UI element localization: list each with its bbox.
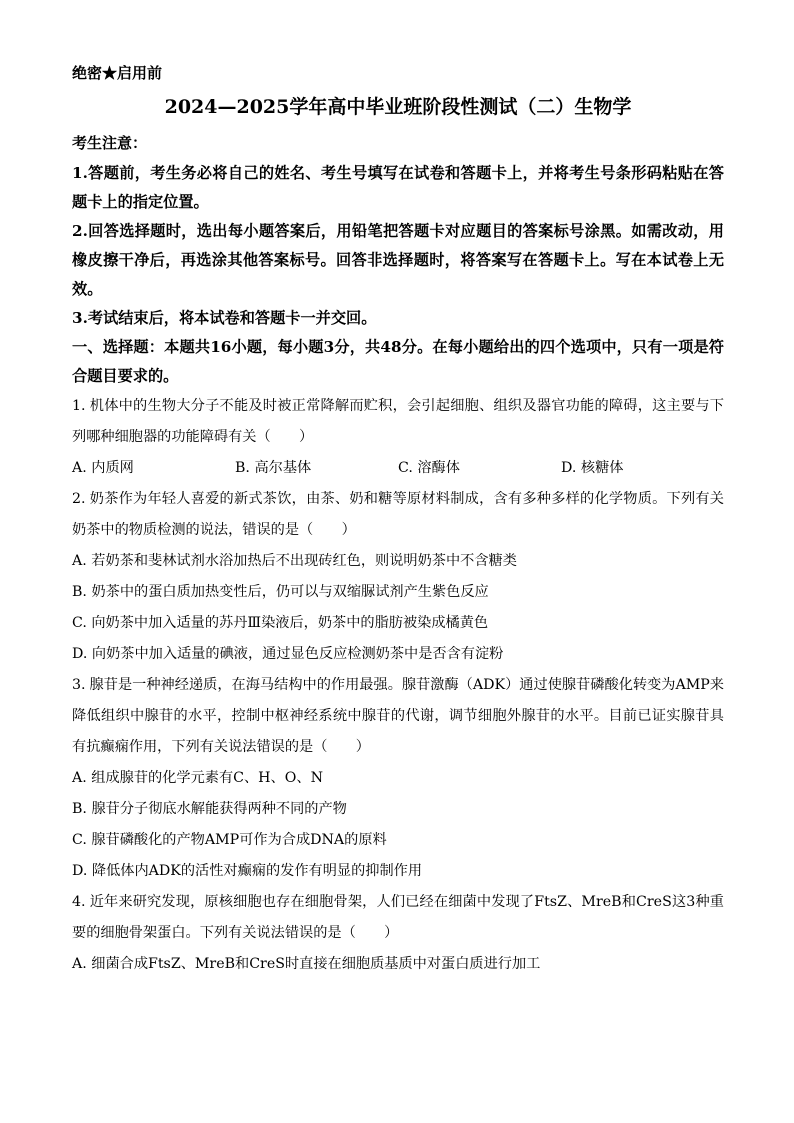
option-c: C. 腺苷磷酸化的产物AMP可作为合成DNA的原料	[72, 832, 387, 848]
notice-item-2: 2.回答选择题时，选出每小题答案后，用铅笔把答题卡对应题目的答案标号涂黑。如需改动，用橡皮擦干净后，再选涂其他答案标号。回答非选择题时，将答案写在答题卡上。写在本试卷上无效。	[72, 222, 724, 298]
option-b: B. 高尔基体	[235, 460, 312, 476]
option-d: D. 降低体内ADK的活性对癫痫的发作有明显的抑制作用	[72, 863, 423, 879]
option-b: B. 奶茶中的蛋白质加热变性后，仍可以与双缩脲试剂产生紫色反应	[72, 584, 489, 600]
option-c: C. 溶酶体	[398, 460, 460, 476]
exam-page	[72, 62, 724, 980]
question-number: 1.	[72, 398, 86, 414]
question-1	[72, 391, 724, 453]
option-a: A. 细菌合成FtsZ、MreB和CreS时直接在细胞质基质中对蛋白质进行加工	[72, 956, 541, 972]
notice-label: 考生注意：	[72, 134, 148, 152]
question-2	[72, 484, 724, 546]
question-number: 4.	[72, 894, 86, 910]
option-c: C. 向奶茶中加入适量的苏丹Ⅲ染液后，奶茶中的脂肪被染成橘黄色	[72, 615, 489, 631]
question-3	[72, 670, 724, 763]
option-a: A. 内质网	[72, 460, 134, 476]
option-d: D. 向奶茶中加入适量的碘液，通过显色反应检测奶茶中是否含有淀粉	[72, 646, 504, 662]
page-title: 2024—2025学年高中毕业班阶段性测试（二）生物学	[164, 96, 632, 118]
confidential-mark: 绝密★启用前	[72, 64, 163, 82]
section-heading: 一、选择题：本题共16小题，每小题3分，共48分。在每小题给出的四个选项中，只有一项是符合题目要求的。	[72, 338, 724, 385]
question-stem: 腺苷是一种神经递质，在海马结构中的作用最强。腺苷激酶（ADK）通过使腺苷磷酸化转变为AMP来降低组织中腺苷的水平，控制中枢神经系统中腺苷的代谢，调节细胞外腺苷的水平。目前已证实腺苷具有抗癫痫作用，下列有关说法错误的是（ ）	[72, 677, 724, 755]
question-number: 3.	[72, 677, 86, 693]
notice-item-1: 1.答题前，考生务必将自己的姓名、考生号填写在试卷和答题卡上，并将考生号条形码粘贴在答题卡上的指定位置。	[72, 164, 724, 211]
question-stem: 机体中的生物大分子不能及时被正常降解而贮积，会引起细胞、组织及器官功能的障碍，这主要与下列哪种细胞器的功能障碍有关（ ）	[72, 398, 724, 445]
option-d: D. 核糖体	[561, 460, 624, 476]
question-stem: 近年来研究发现，原核细胞也存在细胞骨架，人们已经在细菌中发现了FtsZ、MreB和CreS这3种重要的细胞骨架蛋白。下列有关说法错误的是（ ）	[72, 894, 724, 941]
notice-item-3: 3.考试结束后，将本试卷和答题卡一并交回。	[72, 309, 377, 327]
option-a: A. 若奶茶和斐林试剂水浴加热后不出现砖红色，则说明奶茶中不含糖类	[72, 553, 517, 569]
option-a: A. 组成腺苷的化学元素有C、H、O、N	[72, 770, 323, 786]
question-1-options	[72, 453, 724, 484]
option-b: B. 腺苷分子彻底水解能获得两种不同的产物	[72, 801, 347, 817]
question-stem: 奶茶作为年轻人喜爱的新式茶饮，由茶、奶和糖等原材料制成，含有多种多样的化学物质。下列有关奶茶中的物质检测的说法，错误的是（ ）	[72, 491, 724, 538]
question-number: 2.	[72, 491, 86, 507]
question-4	[72, 887, 724, 949]
